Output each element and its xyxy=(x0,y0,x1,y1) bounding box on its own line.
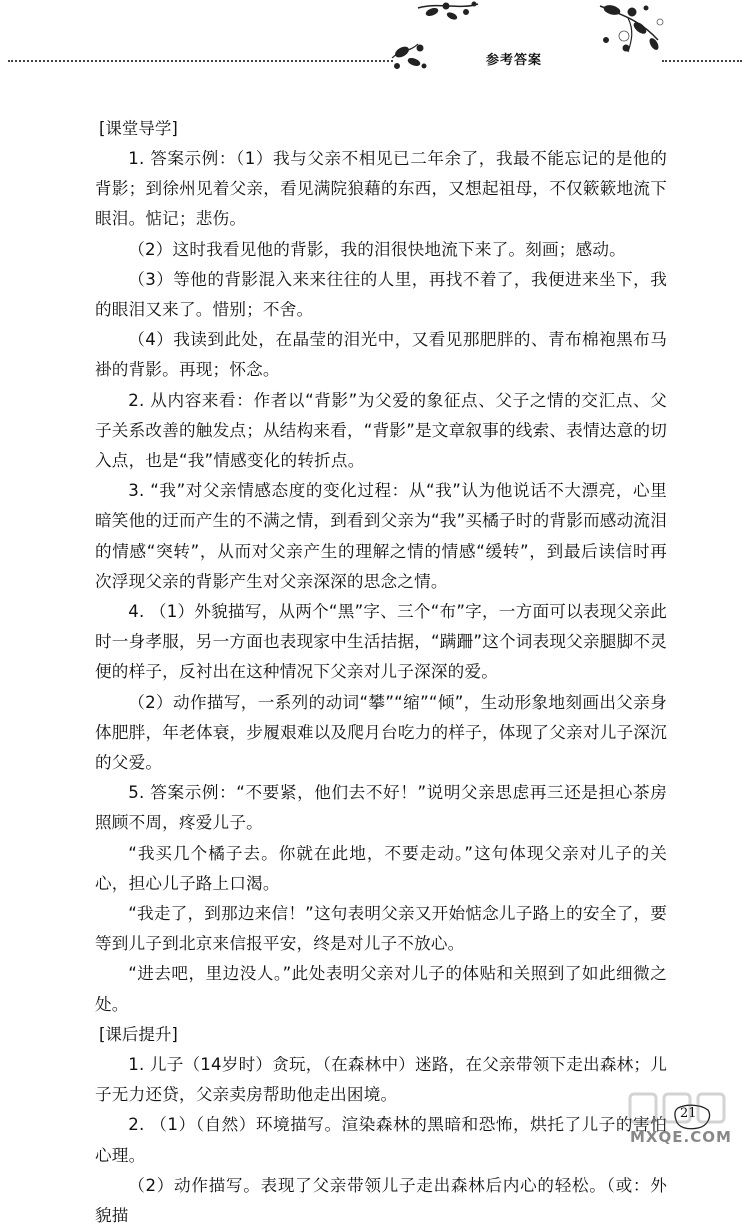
watermark-text: MXQE.COM xyxy=(630,1128,732,1146)
answer-content xyxy=(95,114,667,1231)
paragraph: 5. 答案示例：“不要紧，他们去不好！”说明父亲思虑再三还是担心茶房照顾不周，疼爱儿子。 xyxy=(95,783,667,833)
paragraph: 3. “我”对父亲情感态度的变化过程：从“我”认为他说话不大漂亮，心里暗笑他的迂而产生的不满之情，到看到父亲为“我”买橘子时的背影而感动流泪的情感“突转”，从而对父亲产生的理解之情的情感“缓转”，到最后读信时再次浮现父亲的背影产生对父亲深深的思念之情。 xyxy=(95,481,667,591)
page-number: 21 xyxy=(680,1106,697,1121)
paragraph: （2）动作描写。表现了父亲带领儿子走出森林后内心的轻松。（或：外貌描 xyxy=(95,1175,667,1225)
paragraph: 1. 答案示例：（1）我与父亲不相见已二年余了，我最不能忘记的是他的背影；到徐州见着父亲，看见满院狼藉的东西，又想起祖母，不仅簌簌地流下眼泪。惦记；悲伤。 xyxy=(95,149,667,229)
header-dotted-rule-right xyxy=(662,60,742,62)
paragraph: （2）动作描写，一系列的动词“攀”“缩”“倾”，生动形象地刻画出父亲身体肥胖，年老体衰，步履艰难以及爬月台吃力的样子，体现了父亲对儿子深沉的父爱。 xyxy=(95,692,667,773)
paragraph: （4）我读到此处，在晶莹的泪光中，又看见那肥胖的、青布棉袍黑布马褂的背影。再现；怀念。 xyxy=(95,330,667,380)
header-title: 参考答案 xyxy=(486,53,543,68)
paragraph: “我买几个橘子去。你就在此地，不要走动。”这句体现父亲对儿子的关心，担心儿子路上口渴。 xyxy=(95,843,667,893)
paragraph: 2. （1）（自然）环境描写。渲染森林的黑暗和恐怖，烘托了儿子的害怕心理。 xyxy=(95,1115,667,1165)
paragraph: 4. （1）外貌描写，从两个“黑”字、三个“布”字，一方面可以表现父亲此时一身孝服，另一方面也表现家中生活拮据，“蹒跚”这个词表现父亲腿脚不灵便的样子，反衬出在这种情况下父亲对儿子深深的爱。 xyxy=(95,602,667,682)
paragraph: （3）等他的背影混入来来往往的人里，再找不着了，我便进来坐下，我的眼泪又来了。惜别；不舍。 xyxy=(95,269,667,320)
paragraph: 1. 儿子（14岁时）贪玩，（在森林中）迷路，在父亲带领下走出森林；儿子无力还贷，父亲卖房帮助他走出困境。 xyxy=(95,1054,667,1105)
floral-decoration-icon xyxy=(0,0,750,90)
paragraph: 2. 从内容来看：作者以“背影”为父爱的象征点、父子之情的交汇点、父子关系改善的触发点；从结构来看，“背影”是文章叙事的线索、表情达意的切入点，也是“我”情感变化的转折点。 xyxy=(95,390,667,471)
page-header xyxy=(0,0,750,90)
paragraph: （2）这时我看见他的背影，我的泪很快地流下来了。刻画；感动。 xyxy=(128,239,626,259)
paragraph: “我走了，到那边来信！”这句表明父亲又开始惦念儿子路上的安全了，要等到儿子到北京来信报平安，终是对儿子不放心。 xyxy=(95,904,667,954)
paragraph: “进去吧，里边没人。”此处表明父亲对儿子的体贴和关照到了如此细微之处。 xyxy=(95,964,667,1014)
header-dotted-rule-left xyxy=(8,60,393,62)
section-title-classroom: [课堂导学] xyxy=(99,119,178,138)
section-title-after-class: [课后提升] xyxy=(99,1024,178,1044)
